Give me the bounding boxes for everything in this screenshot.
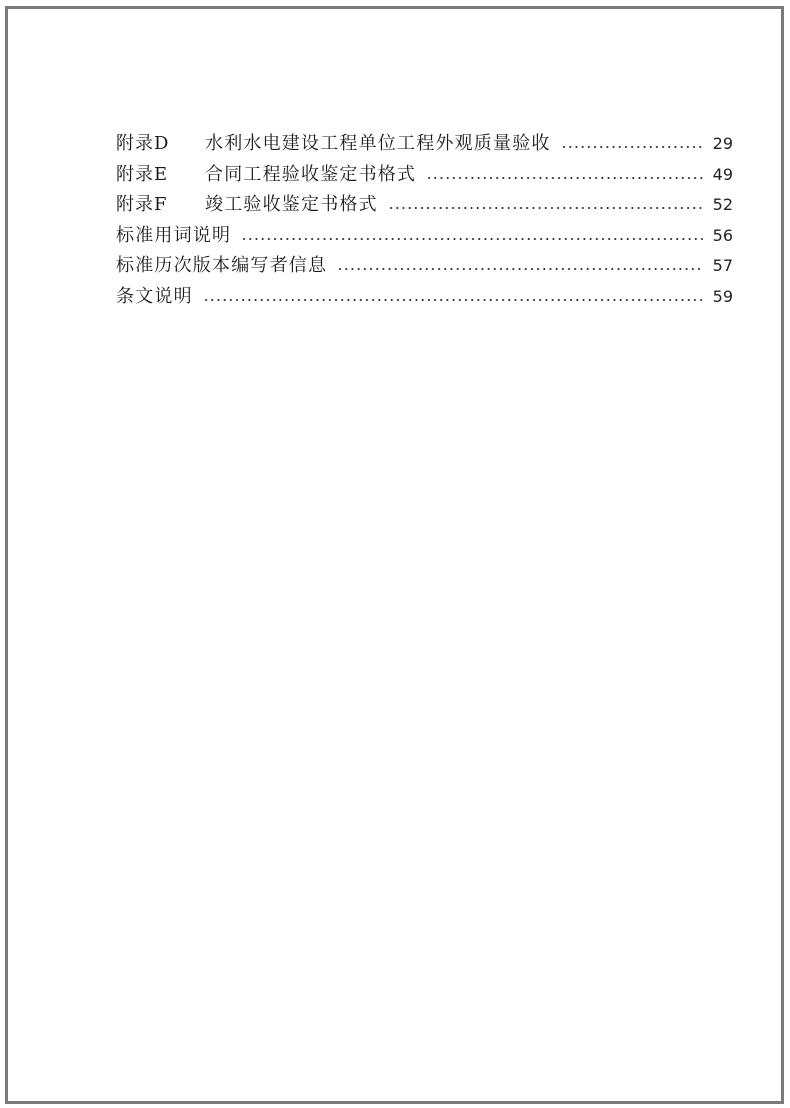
- toc-dot-leader: [426, 177, 703, 179]
- toc-entry-title: 水利水电建设工程单位工程外观质量验收: [205, 133, 551, 154]
- toc-entry-version-history[interactable]: [116, 251, 733, 282]
- toc-entry-prefix: 附录F: [116, 194, 168, 215]
- toc-entry-prefix: 附录E: [116, 163, 169, 185]
- toc-entry-page-number: 29: [712, 134, 733, 153]
- toc-dot-leader: [388, 207, 703, 209]
- toc-entry-clause-explanation[interactable]: [116, 282, 733, 313]
- toc-entry-title: 条文说明: [116, 285, 193, 307]
- toc-entry-terminology[interactable]: [116, 221, 733, 252]
- toc-entry-title: 竣工验收鉴定书格式: [205, 194, 378, 215]
- toc-entry-page-number: 49: [712, 164, 733, 184]
- table-of-contents: [116, 129, 733, 312]
- toc-entry-appendix-d[interactable]: [116, 129, 733, 160]
- document-page: [5, 6, 784, 1104]
- toc-dot-leader: [337, 268, 703, 270]
- toc-dot-leader: [203, 299, 703, 301]
- toc-entry-page-number: 56: [712, 225, 733, 245]
- toc-dot-leader: [561, 146, 703, 148]
- toc-entry-appendix-e[interactable]: [116, 160, 733, 191]
- toc-entry-title: 合同工程验收鉴定书格式: [205, 163, 417, 185]
- toc-entry-title: 标准历次版本编写者信息: [116, 255, 328, 276]
- toc-dot-leader: [241, 238, 703, 240]
- toc-entry-title: 标准用词说明: [116, 224, 232, 246]
- toc-entry-page-number: 57: [712, 256, 733, 275]
- toc-entry-prefix: 附录D: [116, 133, 170, 154]
- toc-entry-appendix-f[interactable]: [116, 190, 733, 221]
- toc-entry-page-number: 59: [712, 286, 733, 306]
- toc-entry-page-number: 52: [712, 195, 733, 214]
